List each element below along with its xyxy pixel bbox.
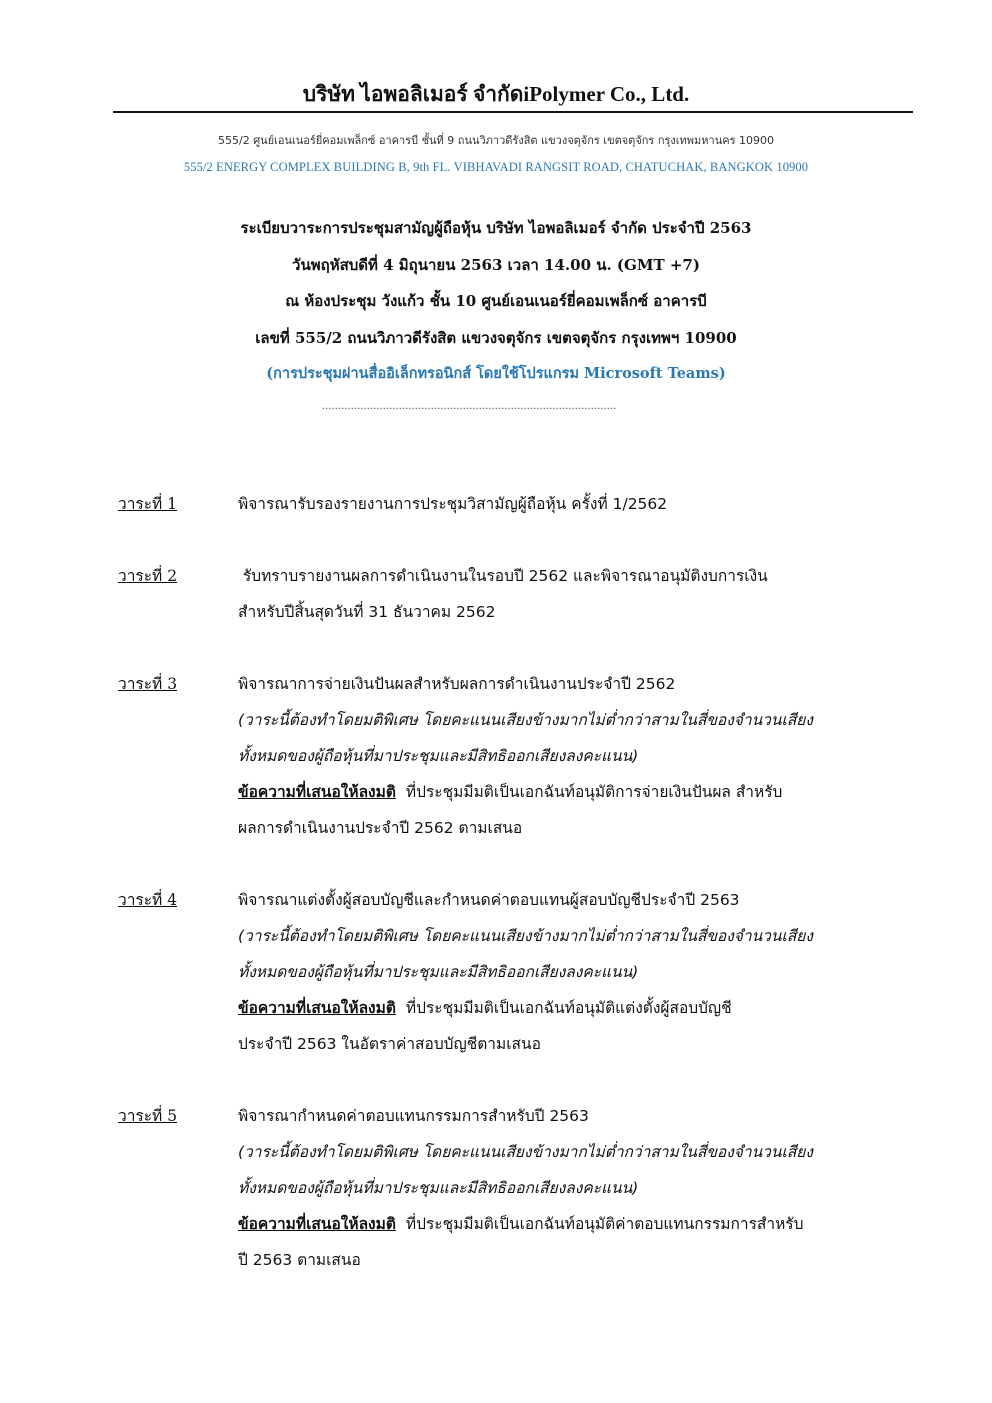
proposal-text: ปี 2563 ตามเสนอ: [238, 1251, 361, 1269]
proposal-text: ผลการดำเนินงานประจำปี 2562 ตามเสนอ: [238, 819, 523, 837]
proposal-text: ที่ประชุมมีมติเป็นเอกฉันท์อนุมัติการจ่ายเงินปันผล สำหรับ: [405, 783, 783, 801]
agenda-label: วาระที่ 2: [118, 567, 178, 585]
agenda-label: วาระที่ 1: [118, 495, 178, 513]
agenda-label: วาระที่ 5: [118, 1107, 178, 1125]
agenda-body: [238, 558, 898, 630]
agenda-label: วาระที่ 4: [118, 891, 178, 909]
title-line-2: วันพฤหัสบดีที่ 4 มิถุนายน 2563 เวลา 14.00 น. (GMT +7): [292, 255, 700, 274]
agenda-body: [238, 666, 898, 846]
special-resolution-note: ทั้งหมดของผู้ถือหุ้นที่มาประชุมและมีสิทธิออกเสียงลงคะแนน): [238, 1179, 639, 1197]
company-name-th: บริษัท ไอพอลิเมอร์ จำกัด: [302, 82, 524, 106]
special-resolution-note: (วาระนี้ต้องทำโดยมติพิเศษ โดยคะแนนเสียงข้างมากไม่ต่ำกว่าสามในสี่ของจำนวนเสียง: [238, 711, 813, 729]
proposal-text: ประจำปี 2563 ในอัตราค่าสอบบัญชีตามเสนอ: [238, 1035, 541, 1053]
proposal-line: [238, 990, 898, 1026]
agenda-line: รับทราบรายงานผลการดำเนินงานในรอบปี 2562 และพิจารณาอนุมัติงบการเงิน: [238, 567, 768, 585]
special-resolution-note: ทั้งหมดของผู้ถือหุ้นที่มาประชุมและมีสิทธิออกเสียงลงคะแนน): [238, 747, 639, 765]
address-en: 555/2 ENERGY COMPLEX BUILDING B, 9th FL. VIBHAVADI RANGSIT ROAD, CHATUCHAK, BANGKOK 10900: [183, 160, 809, 174]
document-title: [0, 210, 992, 393]
proposal-label: ข้อความที่เสนอให้ลงมติ: [238, 783, 396, 801]
agenda-line: พิจารณากำหนดค่าตอบแทนกรรมการสำหรับปี 2563: [238, 1107, 589, 1125]
special-resolution-note: (วาระนี้ต้องทำโดยมติพิเศษ โดยคะแนนเสียงข้างมากไม่ต่ำกว่าสามในสี่ของจำนวนเสียง: [238, 1143, 813, 1161]
header-divider: [113, 111, 913, 113]
address-th: 555/2 ศูนย์เอนเนอร์ยี่คอมเพล็กซ์ อาคารบี ชั้นที่ 9 ถนนวิภาวดีรังสิต แขวงจตุจักร เขตจตุจักร กรุงเทพมหานคร 10900: [218, 134, 774, 147]
agenda-line: พิจารณาการจ่ายเงินปันผลสำหรับผลการดำเนินงานประจำปี 2562: [238, 675, 676, 693]
proposal-label: ข้อความที่เสนอให้ลงมติ: [238, 1215, 396, 1233]
agenda-body: [238, 1098, 898, 1278]
agenda-label: วาระที่ 3: [118, 675, 178, 693]
special-resolution-note: ทั้งหมดของผู้ถือหุ้นที่มาประชุมและมีสิทธิออกเสียงลงคะแนน): [238, 963, 639, 981]
dotted-separator: ............................................................................................: [322, 398, 617, 412]
agenda-body: [238, 486, 898, 522]
agenda-line: พิจารณาแต่งตั้งผู้สอบบัญชีและกำหนดค่าตอบแทนผู้สอบบัญชีประจำปี 2563: [238, 891, 740, 909]
proposal-label: ข้อความที่เสนอให้ลงมติ: [238, 999, 396, 1017]
title-line-3: ณ ห้องประชุม วังแก้ว ชั้น 10 ศูนย์เอนเนอร์ยี่คอมเพล็กซ์ อาคารบี: [285, 292, 707, 310]
title-line-1: ระเบียบวาระการประชุมสามัญผู้ถือหุ้น บริษัท ไอพอลิเมอร์ จำกัด ประจำปี 2563: [240, 219, 752, 237]
title-line-5: (การประชุมผ่านสื่ออิเล็กทรอนิกส์ โดยใช้โปรแกรม Microsoft Teams): [266, 365, 726, 382]
special-resolution-note: (วาระนี้ต้องทำโดยมติพิเศษ โดยคะแนนเสียงข้างมากไม่ต่ำกว่าสามในสี่ของจำนวนเสียง: [238, 927, 813, 945]
letterhead: [0, 78, 992, 111]
proposal-text: ที่ประชุมมีมติเป็นเอกฉันท์อนุมัติแต่งตั้งผู้สอบบัญชี: [405, 999, 732, 1017]
agenda-line: พิจารณารับรองรายงานการประชุมวิสามัญผู้ถือหุ้น ครั้งที่ 1/2562: [238, 495, 668, 513]
agenda-line: สำหรับปีสิ้นสุดวันที่ 31 ธันวาคม 2562: [238, 603, 496, 621]
company-name-en: iPolymer Co., Ltd.: [523, 82, 690, 106]
proposal-line: [238, 1206, 898, 1242]
proposal-line: [238, 774, 898, 810]
proposal-text: ที่ประชุมมีมติเป็นเอกฉันท์อนุมัติค่าตอบแทนกรรมการสำหรับ: [405, 1215, 804, 1233]
agenda-body: [238, 882, 898, 1062]
title-line-4: เลขที่ 555/2 ถนนวิภาวดีรังสิต แขวงจตุจักร เขตจตุจักร กรุงเทพฯ 10900: [255, 328, 737, 347]
